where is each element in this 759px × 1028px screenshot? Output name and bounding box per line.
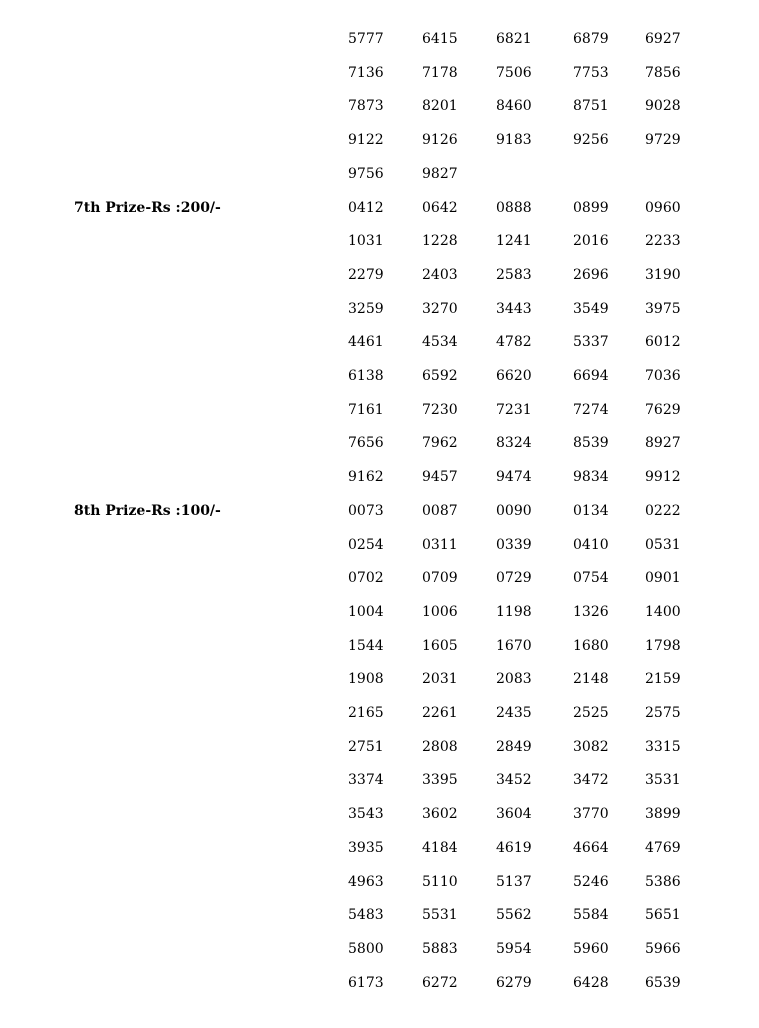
ticket-number: 4184: [422, 839, 458, 856]
ticket-number: 8201: [422, 98, 458, 115]
ticket-number: 0901: [645, 570, 681, 587]
ticket-number: 0702: [348, 570, 384, 587]
ticket-number: 4664: [573, 839, 609, 856]
ticket-number: 3531: [645, 772, 681, 789]
table-row: [0, 400, 759, 434]
ticket-number: 7856: [645, 64, 681, 81]
ticket-number: 5800: [348, 940, 384, 957]
ticket-number: 2696: [573, 266, 609, 283]
ticket-number: 1326: [573, 603, 609, 620]
ticket-number: 7962: [422, 435, 458, 452]
prize-label: 7th Prize-Rs :200/-: [74, 199, 221, 216]
ticket-number: 6428: [573, 974, 609, 991]
table-row: [0, 838, 759, 872]
table-row: [0, 433, 759, 467]
ticket-number: 3543: [348, 806, 384, 823]
ticket-number: 6272: [422, 974, 458, 991]
table-row: [0, 535, 759, 569]
ticket-number: 0073: [348, 502, 384, 519]
ticket-number: 9122: [348, 132, 384, 149]
ticket-number: 5954: [496, 940, 532, 957]
table-row: [0, 905, 759, 939]
ticket-number: 2016: [573, 233, 609, 250]
ticket-number: 7629: [645, 401, 681, 418]
ticket-number: 1400: [645, 603, 681, 620]
ticket-number: 2159: [645, 671, 681, 688]
ticket-number: 5386: [645, 873, 681, 890]
ticket-number: 0754: [573, 570, 609, 587]
ticket-number: 8539: [573, 435, 609, 452]
ticket-number: 0531: [645, 536, 681, 553]
ticket-number: 2165: [348, 705, 384, 721]
ticket-number: 6694: [573, 368, 609, 384]
ticket-number: 3443: [496, 300, 532, 317]
ticket-number: 9827: [422, 165, 458, 182]
ticket-number: 1670: [496, 637, 532, 654]
ticket-number: 1680: [573, 637, 609, 654]
ticket-number: 6012: [645, 334, 681, 351]
ticket-number: 6173: [348, 974, 384, 991]
ticket-number: 4963: [348, 873, 384, 890]
ticket-number: 6620: [496, 368, 532, 384]
ticket-number: 0899: [573, 199, 609, 216]
ticket-number: 7161: [348, 401, 384, 418]
ticket-number: 3315: [645, 738, 681, 755]
ticket-number: 7506: [496, 64, 532, 81]
ticket-number: 5584: [573, 907, 609, 924]
ticket-number: 2751: [348, 738, 384, 755]
ticket-number: 6279: [496, 974, 532, 991]
ticket-number: 9756: [348, 165, 384, 182]
ticket-number: 2233: [645, 233, 681, 250]
ticket-number: 6927: [645, 31, 681, 47]
ticket-number: 6415: [422, 31, 458, 47]
ticket-number: 5110: [422, 873, 458, 890]
ticket-number: 2525: [573, 705, 609, 721]
ticket-number: 8751: [573, 98, 609, 115]
ticket-number: 4782: [496, 334, 532, 351]
ticket-number: 1006: [422, 603, 458, 620]
ticket-number: 0311: [422, 536, 458, 553]
ticket-number: 2148: [573, 671, 609, 688]
ticket-number: 7753: [573, 64, 609, 81]
table-row: [0, 973, 759, 1007]
ticket-number: 6592: [422, 368, 458, 384]
ticket-number: 2575: [645, 705, 681, 721]
ticket-number: 0888: [496, 199, 532, 216]
ticket-number: 3374: [348, 772, 384, 789]
prize-label: 8th Prize-Rs :100/-: [74, 502, 221, 519]
ticket-number: 3975: [645, 300, 681, 317]
ticket-number: 4619: [496, 839, 532, 856]
ticket-number: 5562: [496, 907, 532, 924]
ticket-number: 0709: [422, 570, 458, 587]
ticket-number: 3472: [573, 772, 609, 789]
ticket-number: 0090: [496, 502, 532, 519]
table-row: [0, 198, 759, 232]
ticket-number: 3259: [348, 300, 384, 317]
ticket-number: 3082: [573, 738, 609, 755]
ticket-number: 2031: [422, 671, 458, 688]
ticket-number: 6539: [645, 974, 681, 991]
ticket-number: 5246: [573, 873, 609, 890]
ticket-number: 9457: [422, 469, 458, 486]
ticket-number: 1228: [422, 233, 458, 250]
ticket-number: 1544: [348, 637, 384, 654]
ticket-number: 9912: [645, 469, 681, 486]
ticket-number: 7230: [422, 401, 458, 418]
table-row: [0, 96, 759, 130]
ticket-number: 6879: [573, 31, 609, 47]
table-row: [0, 770, 759, 804]
table-row: [0, 366, 759, 400]
ticket-number: 6138: [348, 368, 384, 384]
ticket-number: 7136: [348, 64, 384, 81]
table-row: [0, 164, 759, 198]
table-row: [0, 231, 759, 265]
ticket-number: 1004: [348, 603, 384, 620]
ticket-number: 0729: [496, 570, 532, 587]
table-row: [0, 130, 759, 164]
ticket-number: 8460: [496, 98, 532, 115]
ticket-number: 9256: [573, 132, 609, 149]
table-row: [0, 265, 759, 299]
ticket-number: 7036: [645, 368, 681, 384]
ticket-number: 1031: [348, 233, 384, 250]
ticket-number: 9729: [645, 132, 681, 149]
ticket-number: 3604: [496, 806, 532, 823]
table-row: [0, 299, 759, 333]
ticket-number: 0410: [573, 536, 609, 553]
ticket-number: 5483: [348, 907, 384, 924]
ticket-number: 5531: [422, 907, 458, 924]
ticket-number: 4769: [645, 839, 681, 856]
ticket-number: 1241: [496, 233, 532, 250]
ticket-number: 9474: [496, 469, 532, 486]
ticket-number: 7274: [573, 401, 609, 418]
ticket-number: 2083: [496, 671, 532, 688]
ticket-number: 3602: [422, 806, 458, 823]
table-row: [0, 872, 759, 906]
ticket-number: 3190: [645, 266, 681, 283]
table-row: [0, 737, 759, 771]
table-row: [0, 669, 759, 703]
ticket-number: 9126: [422, 132, 458, 149]
ticket-number: 1198: [496, 603, 532, 620]
ticket-number: 0642: [422, 199, 458, 216]
table-row: [0, 602, 759, 636]
table-row: [0, 939, 759, 973]
table-row: [0, 332, 759, 366]
ticket-number: 4534: [422, 334, 458, 351]
ticket-number: 9162: [348, 469, 384, 486]
ticket-number: 0254: [348, 536, 384, 553]
ticket-number: 6821: [496, 31, 532, 47]
ticket-number: 5337: [573, 334, 609, 351]
ticket-number: 4461: [348, 334, 384, 351]
ticket-number: 3270: [422, 300, 458, 317]
ticket-number: 0960: [645, 199, 681, 216]
ticket-number: 2849: [496, 738, 532, 755]
ticket-number: 0222: [645, 502, 681, 519]
table-row: [0, 568, 759, 602]
ticket-number: 2261: [422, 705, 458, 721]
table-row: [0, 636, 759, 670]
ticket-number: 3935: [348, 839, 384, 856]
ticket-number: 7873: [348, 98, 384, 115]
ticket-number: 2435: [496, 705, 532, 721]
ticket-number: 9028: [645, 98, 681, 115]
ticket-number: 5777: [348, 31, 384, 47]
ticket-number: 8927: [645, 435, 681, 452]
ticket-number: 7656: [348, 435, 384, 452]
ticket-number: 1798: [645, 637, 681, 654]
ticket-number: 2808: [422, 738, 458, 755]
ticket-number: 8324: [496, 435, 532, 452]
ticket-number: 2403: [422, 266, 458, 283]
ticket-number: 1908: [348, 671, 384, 688]
ticket-number: 9183: [496, 132, 532, 149]
table-row: [0, 63, 759, 97]
ticket-number: 0412: [348, 199, 384, 216]
table-row: [0, 804, 759, 838]
ticket-number: 0134: [573, 502, 609, 519]
ticket-number: 7178: [422, 64, 458, 81]
ticket-number: 3549: [573, 300, 609, 317]
table-row: [0, 467, 759, 501]
ticket-number: 2583: [496, 266, 532, 283]
ticket-number: 9834: [573, 469, 609, 486]
ticket-number: 5137: [496, 873, 532, 890]
ticket-number: 3899: [645, 806, 681, 823]
ticket-number: 3770: [573, 806, 609, 823]
ticket-number: 0339: [496, 536, 532, 553]
ticket-number: 5960: [573, 940, 609, 957]
ticket-number: 7231: [496, 401, 532, 418]
ticket-number: 5651: [645, 907, 681, 924]
ticket-number: 1605: [422, 637, 458, 654]
ticket-number: 3395: [422, 772, 458, 789]
ticket-number: 5883: [422, 940, 458, 957]
ticket-number: 2279: [348, 266, 384, 283]
table-row: [0, 501, 759, 535]
table-row: [0, 29, 759, 63]
table-row: [0, 703, 759, 737]
ticket-number: 5966: [645, 940, 681, 957]
ticket-number: 0087: [422, 502, 458, 519]
ticket-number: 3452: [496, 772, 532, 789]
